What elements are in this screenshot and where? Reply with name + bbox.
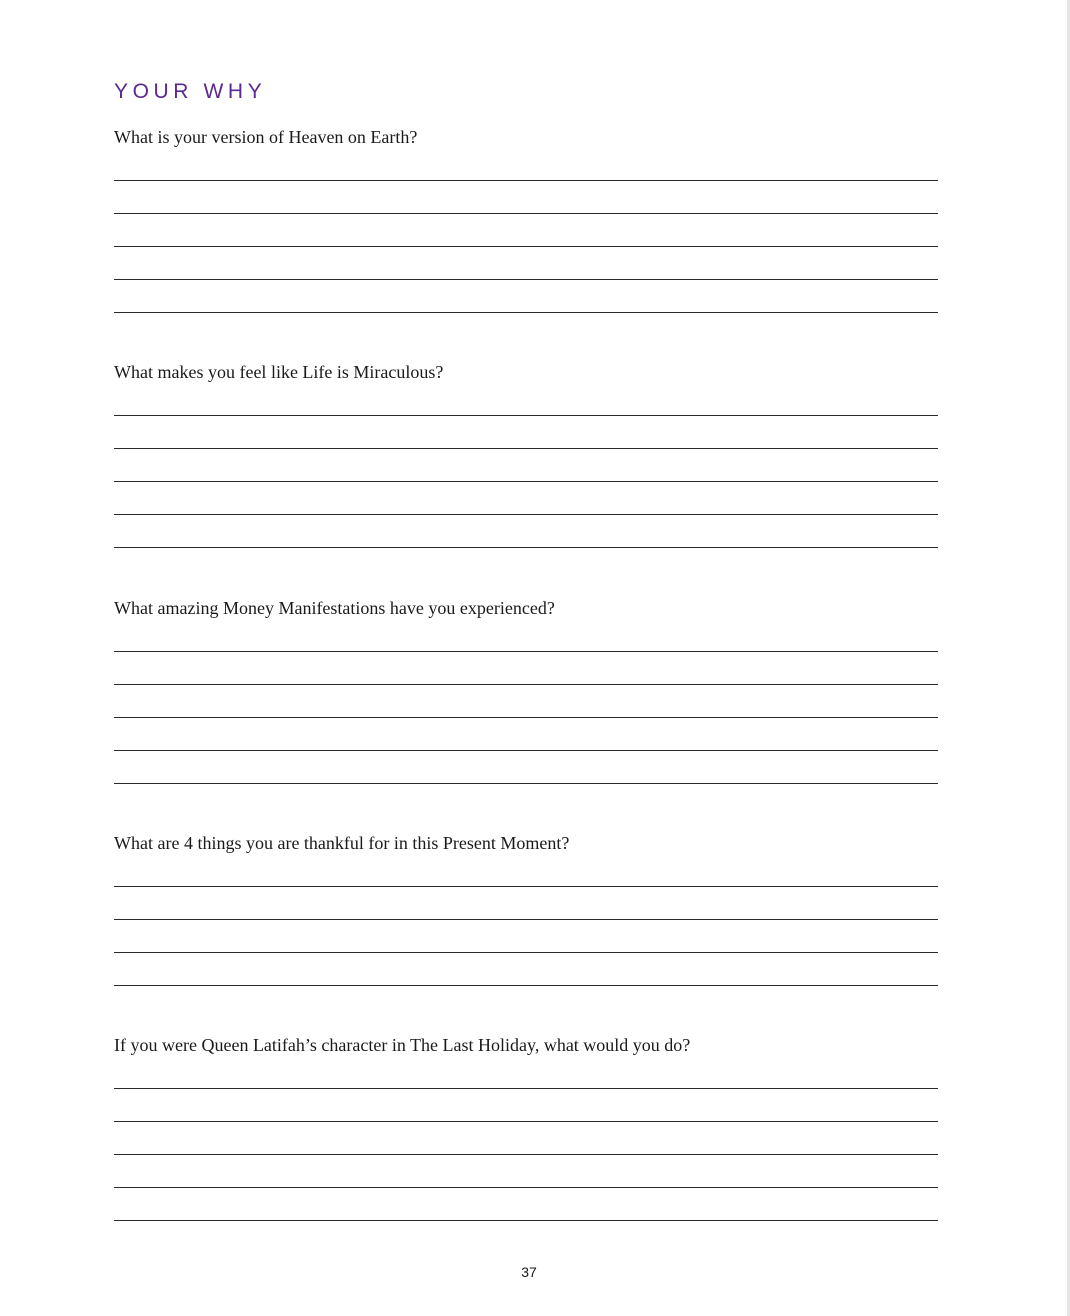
answer-lines (114, 165, 938, 313)
answer-line[interactable] (114, 636, 938, 652)
question-block-holiday (114, 1034, 938, 1221)
answer-line[interactable] (114, 416, 938, 449)
page-number: 37 (521, 1264, 537, 1280)
answer-line[interactable] (114, 1089, 938, 1122)
answer-line[interactable] (114, 718, 938, 751)
answer-line[interactable] (114, 920, 938, 953)
question-text: What is your version of Heaven on Earth? (114, 127, 418, 147)
answer-lines (114, 400, 938, 548)
answer-line[interactable] (114, 247, 938, 280)
answer-line[interactable] (114, 1073, 938, 1089)
answer-line[interactable] (114, 887, 938, 920)
answer-line[interactable] (114, 449, 938, 482)
answer-line[interactable] (114, 1122, 938, 1155)
answer-line[interactable] (114, 751, 938, 784)
answer-line[interactable] (114, 482, 938, 515)
answer-line[interactable] (114, 400, 938, 416)
section-heading: YOUR WHY (114, 80, 267, 103)
question-block-miraculous (114, 361, 938, 548)
question-text: What makes you feel like Life is Miraculous? (114, 362, 444, 382)
question-text: What amazing Money Manifestations have you experienced? (114, 598, 555, 618)
question-text: What are 4 things you are thankful for in this Present Moment? (114, 833, 570, 853)
question-block-money (114, 597, 938, 784)
answer-line[interactable] (114, 165, 938, 181)
answer-line[interactable] (114, 214, 938, 247)
answer-line[interactable] (114, 1155, 938, 1188)
answer-lines (114, 871, 938, 986)
answer-line[interactable] (114, 685, 938, 718)
answer-line[interactable] (114, 280, 938, 313)
answer-line[interactable] (114, 1188, 938, 1221)
question-block-thankful (114, 832, 938, 986)
answer-line[interactable] (114, 181, 938, 214)
answer-lines (114, 1073, 938, 1221)
answer-line[interactable] (114, 652, 938, 685)
answer-line[interactable] (114, 871, 938, 887)
question-block-heaven (114, 126, 938, 313)
answer-lines (114, 636, 938, 784)
question-text: If you were Queen Latifah’s character in The Last Holiday, what would you do? (114, 1035, 691, 1055)
answer-line[interactable] (114, 515, 938, 548)
answer-line[interactable] (114, 953, 938, 986)
